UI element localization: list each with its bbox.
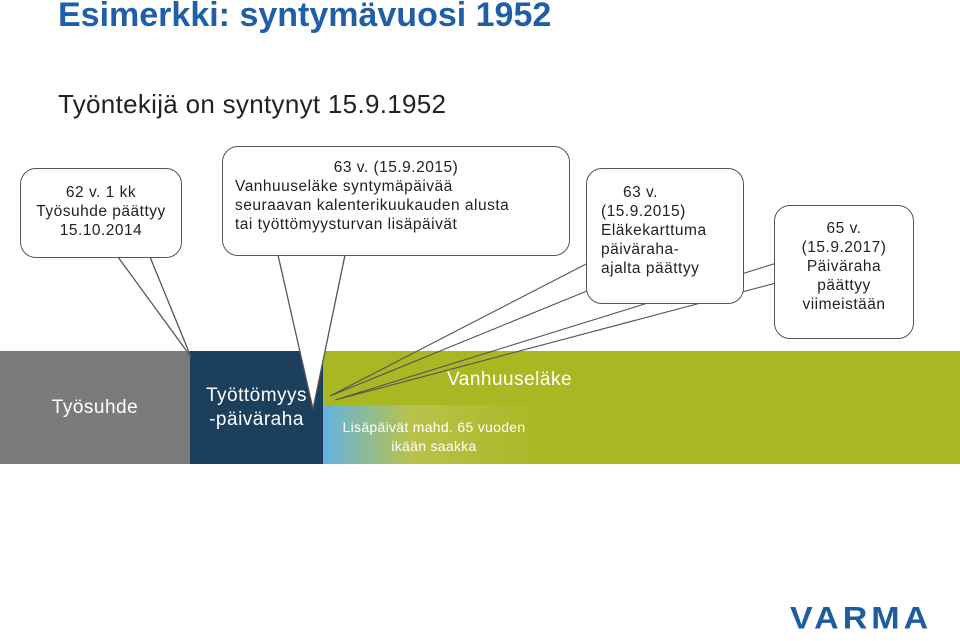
tyottomyys-label-line1: Työttömyys xyxy=(205,384,308,406)
callout-4-line2: (15.9.2017) xyxy=(801,239,887,256)
callout-2-line1: 63 v. (15.9.2015) xyxy=(333,159,459,176)
callout-tyosuhde-paattyy xyxy=(20,168,182,258)
tyottomyys-label-line2: -päiväraha xyxy=(209,408,304,430)
callout-3-line4: päiväraha- xyxy=(601,241,680,258)
slide-subtitle: Työntekijä on syntynyt 15.9.1952 xyxy=(58,89,447,119)
callout-1-line1: 62 v. 1 kk xyxy=(65,184,137,201)
callout-4-line4: päättyy xyxy=(817,277,871,294)
callout-4-line1: 65 v. xyxy=(826,220,862,237)
vanhuuselake-label: Vanhuuseläke xyxy=(447,369,573,390)
callout-1-line3: 15.10.2014 xyxy=(59,222,143,239)
slide-title: Esimerkki: syntymävuosi 1952 xyxy=(58,0,552,34)
tyosuhde-label: Työsuhde xyxy=(51,396,139,418)
callout-2-line3: seuraavan kalenterikuukauden alusta xyxy=(235,197,510,214)
callout-3-line1: 63 v. xyxy=(623,184,658,201)
callout-elakekarttuma xyxy=(586,168,744,304)
callout-4-line3: Päiväraha xyxy=(806,258,882,275)
callout-2-tail xyxy=(278,255,345,409)
callout-paivaraha-paattyy xyxy=(774,205,914,339)
callout-3-line5: ajalta päättyy xyxy=(601,260,700,277)
callout-2-line2: Vanhuuseläke syntymäpäivää xyxy=(235,178,453,195)
lisapaivat-label-line1: Lisäpäivät mahd. 65 vuoden xyxy=(342,419,526,435)
lisapaivat-label-line2: ikään saakka xyxy=(391,438,477,454)
callout-2-line4: tai työttömyysturvan lisäpäivät xyxy=(235,216,458,233)
callout-vanhuuselake xyxy=(222,146,570,256)
callout-3-line2: (15.9.2015) xyxy=(601,203,686,220)
callout-4-line5: viimeistään xyxy=(802,296,886,313)
callout-3-line3: Eläkekarttuma xyxy=(601,222,707,239)
callout-1-line2: Työsuhde päättyy xyxy=(36,203,166,220)
callout-1-tail xyxy=(118,257,191,357)
varma-logo: VARMA xyxy=(790,601,933,636)
